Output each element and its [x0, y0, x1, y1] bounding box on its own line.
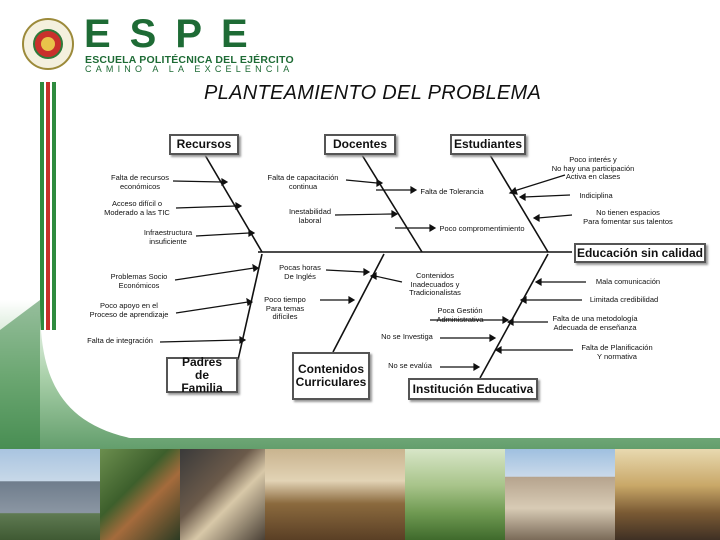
photo-colonial-building	[505, 449, 615, 540]
cause-label: Limitada credibilidad	[589, 295, 659, 304]
cause-label: No tienen espacios Para fomentar sus talentos	[583, 208, 673, 226]
category-box-recursos: Recursos	[169, 134, 239, 155]
cause-label: Falta de recursos económicos	[111, 173, 169, 191]
slide-title: PLANTEAMIENTO DEL PROBLEMA	[204, 82, 542, 104]
photo-students-outdoors	[100, 449, 180, 540]
cause-label: Contenidos Inadecuados y Tradicionalistas	[409, 271, 461, 297]
cause-label: No se evalúa	[388, 361, 432, 370]
photo-graduation	[180, 449, 265, 540]
cause-label: Falta de una metodología Adecuada de enseñanza	[552, 314, 638, 332]
category-box-estudiantes: Estudiantes	[450, 134, 526, 155]
cause-label: Falta de capacitación continua	[267, 173, 339, 191]
effect-box: Educación sin calidad	[574, 243, 706, 263]
category-box-docentes: Docentes	[324, 134, 396, 155]
cause-label: Poco apoyo en el Proceso de aprendizaje	[89, 301, 169, 319]
cause-label: Poco tiempo Para temas difíciles	[264, 295, 306, 321]
cause-label: Infraestructura insuficiente	[143, 228, 193, 246]
campus-photo-strip	[0, 449, 720, 540]
institution-name: ESCUELA POLITÉCNICA DEL EJÉRCITO	[85, 54, 294, 66]
category-box-padres: Padres de Familia	[166, 357, 238, 393]
cause-label: No se Investiga	[381, 332, 433, 341]
photo-university-interior	[615, 449, 720, 540]
photo-classroom	[265, 449, 405, 540]
cause-label: Inestabilidad laboral	[288, 207, 332, 225]
cause-label: Falta de integración	[87, 336, 153, 345]
cause-label: Problemas Socio Económicos	[110, 272, 168, 290]
photo-campus-buildings	[0, 449, 100, 540]
cause-label: Falta de Planificación Y normativa	[581, 343, 653, 361]
institution-motto: CAMINO A LA EXCELENCIA	[85, 64, 294, 74]
cause-label: Poco interés y No hay una participación Activa en clases	[551, 155, 635, 181]
cause-label: Indiciplina	[579, 191, 613, 200]
cause-label: Poco compromentimiento	[439, 224, 525, 233]
cause-label: Acceso difícil o Moderado a las TIC	[104, 199, 170, 217]
cause-label: Pocas horas De Inglés	[279, 263, 321, 281]
cause-label: Mala comunicación	[595, 277, 661, 286]
brand-logo-text: ESPE	[84, 12, 267, 56]
cause-label: Falta de Tolerancia	[420, 187, 484, 196]
category-box-contenidos: Contenidos Curriculares	[292, 352, 370, 400]
category-box-institucion: Institución Educativa	[408, 378, 538, 400]
cause-label: Poca Gestión Administrativa	[436, 306, 484, 324]
photo-field-survey	[405, 449, 505, 540]
